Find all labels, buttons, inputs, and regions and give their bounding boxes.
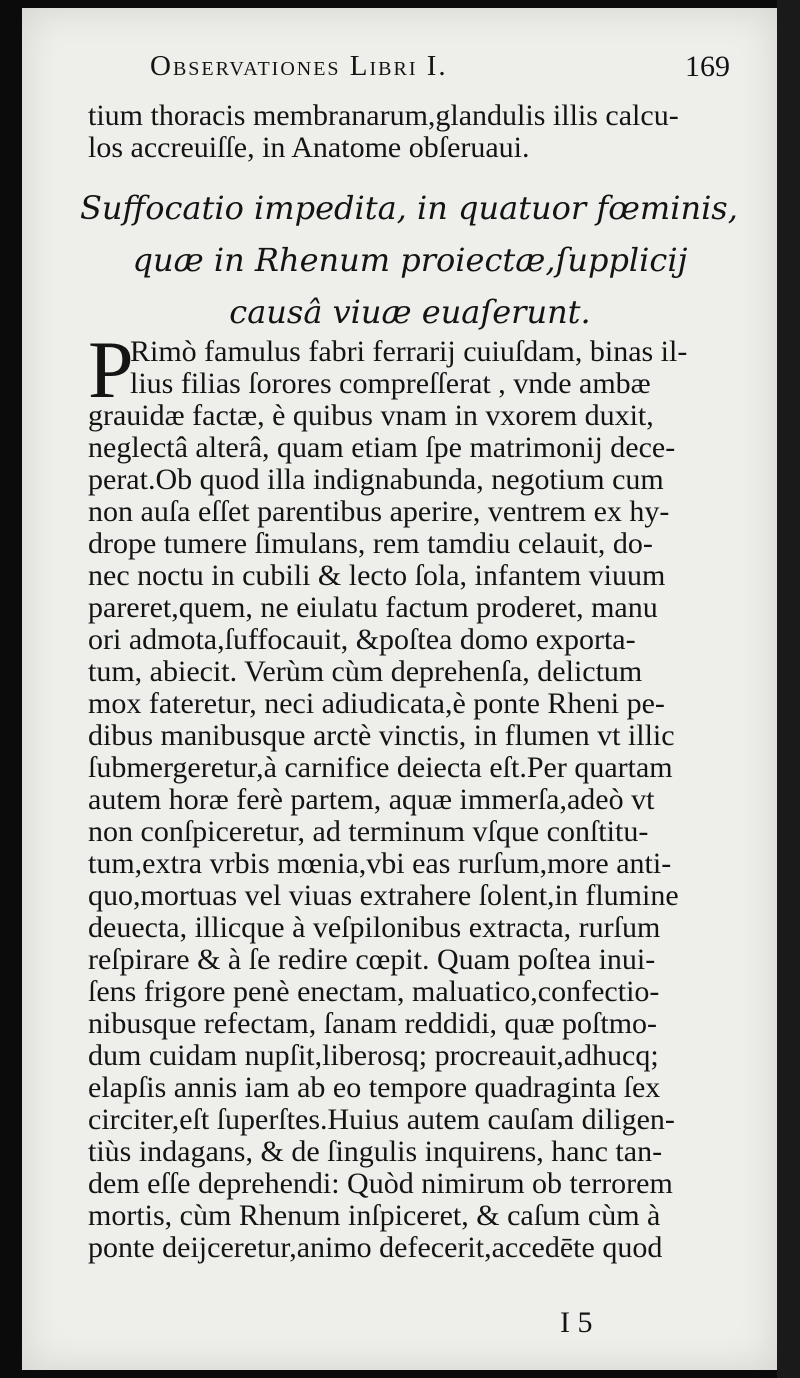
text-line: ſens frigore penè enectam, maluatico,confectio- [88,976,660,1008]
page-edge-shadow [777,0,800,1378]
text-line: dem eſſe deprehendi: Quòd nimirum ob terrorem [88,1168,673,1200]
text-line: los accreuiſſe, in Anatome obſeruaui. [88,132,530,164]
text-line: elapſis annis iam ab eo tempore quadraginta ſex [88,1072,661,1104]
text-line: ſubmergeretur,à carnifice deiecta eſt.Per quartam [88,752,673,784]
text-line: ponte deijceretur,animo defecerit,accedēte quod [88,1232,663,1264]
text-line: circiter,eſt ſuperſtes.Huius autem cauſam diligen- [88,1104,675,1136]
text-line: dibus manibusque arctè vinctis, in flumen vt illic [88,720,675,752]
text-line: Rimò famulus fabri ferrarij cuiuſdam, binas il- [130,336,688,368]
text-line: drope tumere ſimulans, rem tamdiu celauit, do- [88,528,653,560]
text-line: autem horæ ferè partem, aquæ immerſa,adeò vt [88,784,655,816]
text-line: dum cuidam nupſit,liberosq; procreauit,adhucq; [88,1040,659,1072]
text-line: tiùs indagans, & de ſingulis inquirens, hanc tan- [88,1136,663,1168]
text-line: pareret,quem, ne eiulatu factum proderet, manu [88,592,658,624]
page-header [150,50,730,94]
text-line: lius filias ſorores compreſſerat , vnde ambæ [130,368,651,400]
text-line: neglectâ alterâ, quam etiam ſpe matrimonij dece- [88,432,676,464]
text-line: reſpirare & à ſe redire cœpit. Quam poſtea inui- [88,944,656,976]
text-line: tum,extra vrbis mœnia,vbi eas rurſum,more anti- [88,848,672,880]
text-line: non conſpiceretur, ad terminum vſque conſtitu- [88,816,649,848]
continuation-text [88,100,736,164]
drop-cap-initial: P [88,324,134,415]
text-line: mox fateretur, neci adiudicata,è ponte Rheni pe- [88,688,665,720]
text-line: deuecta, illicque à veſpilonibus extracta, rurſum [88,912,661,944]
text-line: nibusque refectam, ſanam reddidi, quæ poſtmo- [88,1008,658,1040]
text-line: perat.Ob quod illa indignabunda, negotium cum [88,464,664,496]
text-line: quo,mortuas vel viuas extrahere ſolent,in flumine [88,880,679,912]
section-heading [70,182,750,338]
text-line: grauidæ factæ, è quibus vnam in vxorem duxit, [88,400,654,432]
text-line: ori admota,ſuffocauit, &poſtea domo exporta- [88,624,636,656]
text-line: tium thoracis membranarum,glandulis illis calcu- [88,100,679,132]
signature-mark: I 5 [560,1306,593,1339]
text-line: non auſa eſſet parentibus aperire, ventrem ex hy- [88,496,670,528]
running-title: Observationes Libri I. [150,50,448,82]
heading-line: causâ viuæ euaſerunt. [229,293,591,331]
page-number: 169 [685,50,730,83]
text-line: nec noctu in cubili & lecto ſola, infantem viuum [88,560,666,592]
heading-line: Suffocatio impedita, in quatuor fœminis, [80,189,738,227]
text-line: mortis, cùm Rhenum inſpiceret, & caſum cùm à [88,1200,661,1232]
heading-line: quæ in Rhenum proiectæ,ſupplicij [132,241,688,279]
text-line: tum, abiecit. Verùm cùm deprehenſa, delictum [88,656,643,688]
body-paragraph [88,324,736,1264]
